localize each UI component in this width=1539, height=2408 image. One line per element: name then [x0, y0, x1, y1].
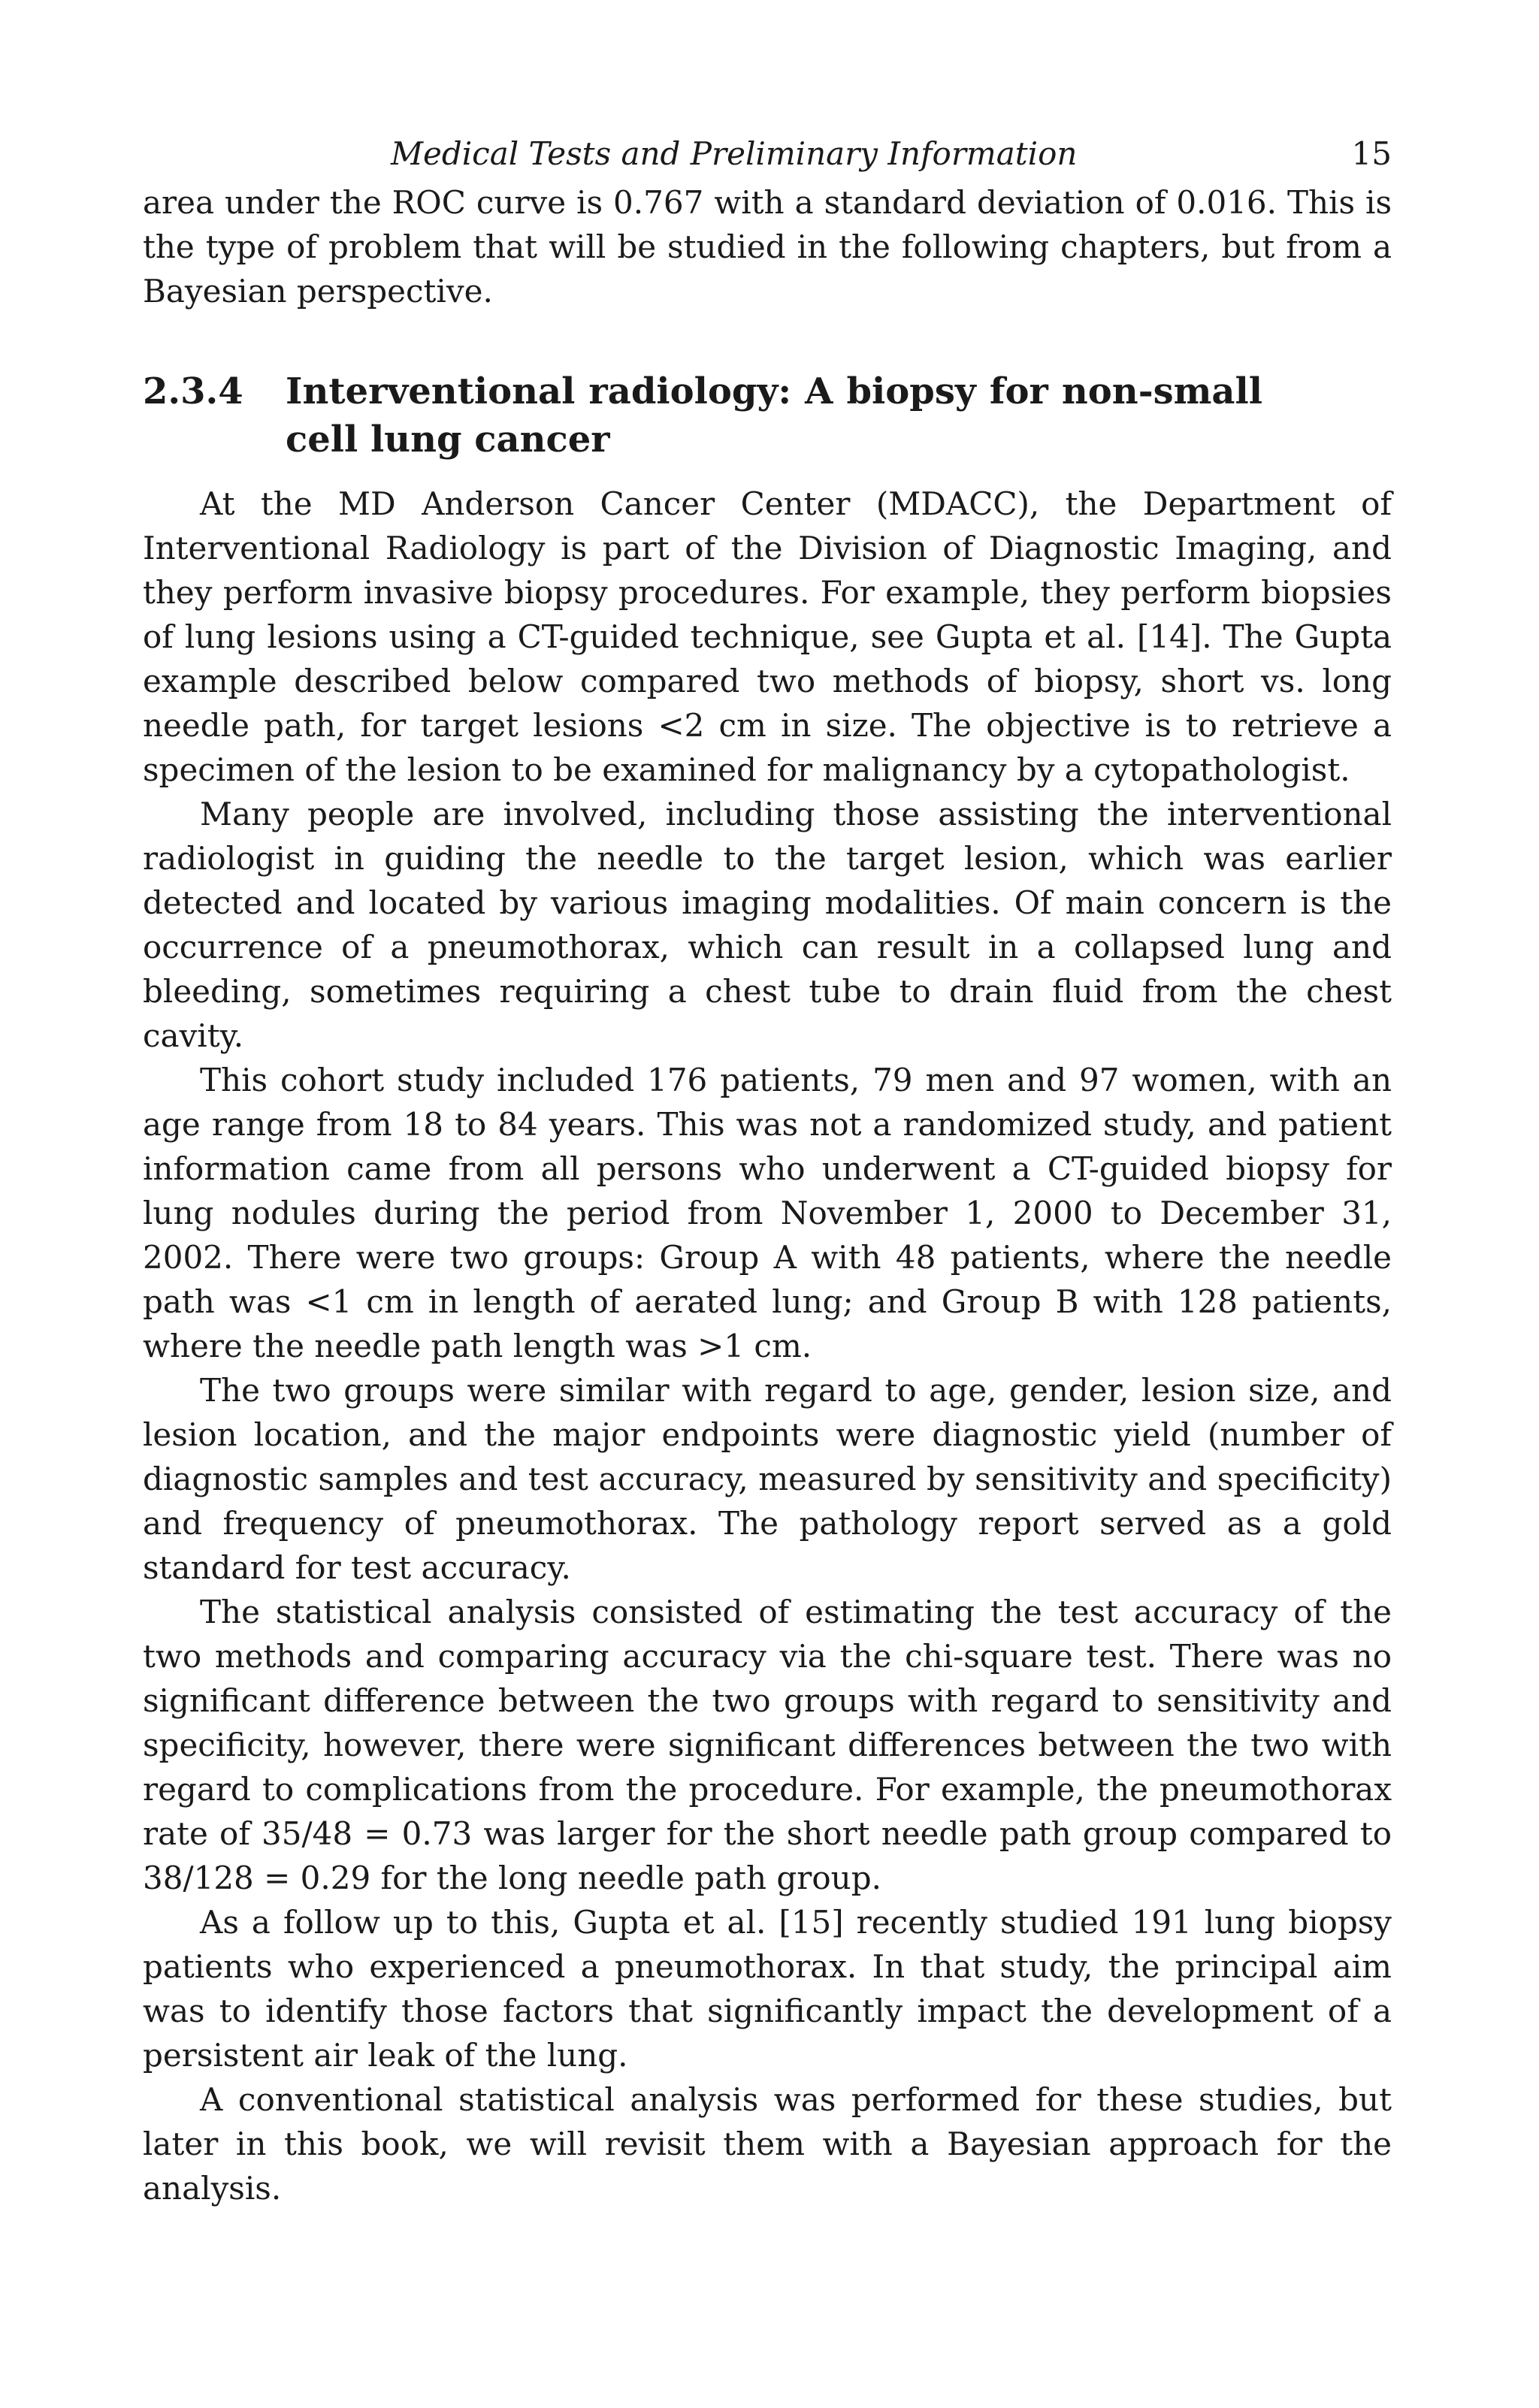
paragraph-5: The statistical analysis consisted of estimating the test accuracy of the two methods and comparing accuracy via the chi-square test. There was no significant difference between the two groups with regard to sensitivity and specificity, however, there were significant differences between the two with regard to complications from the procedure. For example, the pneumothorax rate of 35/48 = 0.73 was larger for the short needle path group compared to 38/128 = 0.29 for the long needle path group. — [143, 1594, 1392, 1896]
paragraph-2: Many people are involved, including those assisting the interventional radiologist in guiding the needle to the target lesion, which was earlier detected and located by various imaging modalities. Of main concern is the occurrence of a pneumothorax, which can result in a collapsed lung and bleeding, sometimes requiring a chest tube to drain fluid from the chest cavity. — [143, 796, 1392, 1054]
page-number: 15 — [1351, 135, 1392, 172]
running-header — [143, 128, 1392, 180]
paragraph-6: As a follow up to this, Gupta et al. [15] recently studied 191 lung biopsy patients who experienced a pneumothorax. In that study, the principal aim was to identify those factors that significantly impact the development of a persistent air leak of the lung. — [143, 1904, 1392, 2074]
intro-paragraph: area under the ROC curve is 0.767 with a standard deviation of 0.016. This is the type of problem that will be studied in the following chapters, but from a Bayesian perspective. — [143, 184, 1392, 310]
section-heading — [143, 367, 1392, 464]
body-text — [143, 180, 1392, 2210]
section-number: 2.3.4 — [143, 370, 243, 412]
paragraph-7: A conventional statistical analysis was performed for these studies, but later in this book, we will revisit them with a Bayesian approach for the analysis. — [143, 2081, 1392, 2207]
running-title: Medical Tests and Preliminary Information — [391, 135, 1078, 172]
book-page — [143, 128, 1392, 2210]
paragraph-1: At the MD Anderson Cancer Center (MDACC), the Department of Interventional Radiology is part of the Division of Diagnostic Imaging, and they perform invasive biopsy procedures. For example, they perform biopsies of lung lesions using a CT-guided technique, see Gupta et al. [14]. The Gupta example described below compared two methods of biopsy, short vs. long needle path, for target lesions <2 cm in size. The objective is to retrieve a specimen of the lesion to be examined for malignancy by a cytopathologist. — [143, 485, 1392, 788]
paragraph-4: The two groups were similar with regard to age, gender, lesion size, and lesion location, and the major endpoints were diagnostic yield (number of diagnostic samples and test accuracy, measured by sensitivity and specificity) and frequency of pneumothorax. The pathology report served as a gold standard for test accuracy. — [143, 1372, 1392, 1586]
section-title: Interventional radiology: A biopsy for non-small cell lung cancer — [286, 370, 1262, 461]
paragraph-3: This cohort study included 176 patients, 79 men and 97 women, with an age range from 18 to 84 years. This was not a randomized study, and patient information came from all persons who underwent a CT-guided biopsy for lung nodules during the period from November 1, 2000 to December 31, 2002. There were two groups: Group A with 48 patients, where the needle path was <1 cm in length of aerated lung; and Group B with 128 patients, where the needle path length was >1 cm. — [143, 1062, 1392, 1364]
